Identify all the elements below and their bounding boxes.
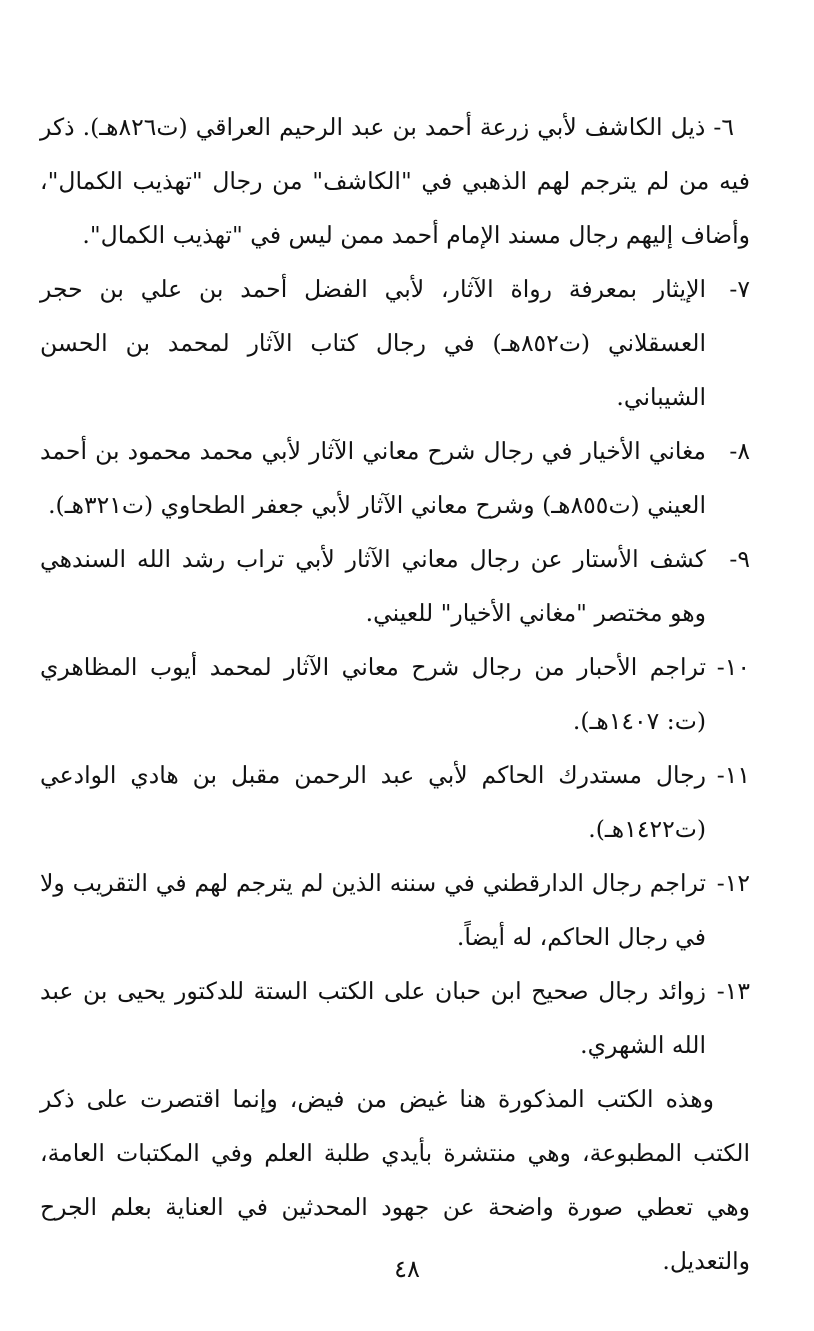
entry-number: ١١- bbox=[716, 761, 750, 789]
entry-number: ٧- bbox=[729, 275, 750, 303]
page-number: ٤٨ bbox=[394, 1255, 420, 1283]
book-entry-8 bbox=[40, 424, 750, 532]
entry-text: ذيل الكاشف لأبي زرعة أحمد بن عبد الرحيم العراقي (ت٨٢٦هـ). ذكر فيه من لم يترجم لهم الذهبي في "الكاشف" من رجال "تهذيب الكمال"، وأضاف إليهم رجال مسند الإمام أحمد ممن ليس في "تهذيب الكمال". bbox=[40, 113, 750, 249]
book-entry-9 bbox=[40, 532, 750, 640]
book-entry-12 bbox=[40, 856, 750, 964]
closing-paragraph: وهذه الكتب المذكورة هنا غيض من فيض، وإنما اقتصرت على ذكر الكتب المطبوعة، وهي منتشرة بأيدي طلبة العلم وفي المكتبات العامة، وهي تعطي صورة واضحة عن جهود المحدثين في العناية بعلم الجرح والتعديل. bbox=[40, 1085, 750, 1275]
entry-text: زوائد رجال صحيح ابن حبان على الكتب الستة للدكتور يحيى بن عبد الله الشهري. bbox=[40, 977, 706, 1059]
page-body bbox=[40, 100, 750, 1288]
book-entry-11 bbox=[40, 748, 750, 856]
entry-number: ٦- bbox=[713, 113, 734, 141]
book-entry-10 bbox=[40, 640, 750, 748]
entry-number: ٨- bbox=[729, 437, 750, 465]
book-entry-7 bbox=[40, 262, 750, 424]
entry-number: ١٣- bbox=[716, 977, 750, 1005]
book-entry-13 bbox=[40, 964, 750, 1072]
entry-text: مغاني الأخيار في رجال شرح معاني الآثار لأبي محمد محمود بن أحمد العيني (ت٨٥٥هـ) وشرح معاني الآثار لأبي جعفر الطحاوي (ت٣٢١هـ). bbox=[40, 437, 706, 519]
entry-number: ١٠- bbox=[716, 653, 750, 681]
entry-number: ١٢- bbox=[716, 869, 750, 897]
entry-text: كشف الأستار عن رجال معاني الآثار لأبي تراب رشد الله السندهي وهو مختصر "مغاني الأخيار" للعيني. bbox=[40, 545, 706, 627]
entry-text: تراجم الأحبار من رجال شرح معاني الآثار لمحمد أيوب المظاهري (ت: ١٤٠٧هـ). bbox=[40, 653, 706, 735]
book-entry-6 bbox=[40, 100, 750, 262]
entry-text: الإيثار بمعرفة رواة الآثار، لأبي الفضل أحمد بن علي بن حجر العسقلاني (ت٨٥٢هـ) في رجال كتاب الآثار لمحمد بن الحسن الشيباني. bbox=[40, 275, 706, 411]
entry-text: رجال مستدرك الحاكم لأبي عبد الرحمن مقبل بن هادي الوادعي (ت١٤٢٢هـ). bbox=[40, 761, 706, 843]
entry-text: تراجم رجال الدارقطني في سننه الذين لم يترجم لهم في التقريب ولا في رجال الحاكم، له أيضاً. bbox=[40, 869, 706, 951]
entry-number: ٩- bbox=[729, 545, 750, 573]
